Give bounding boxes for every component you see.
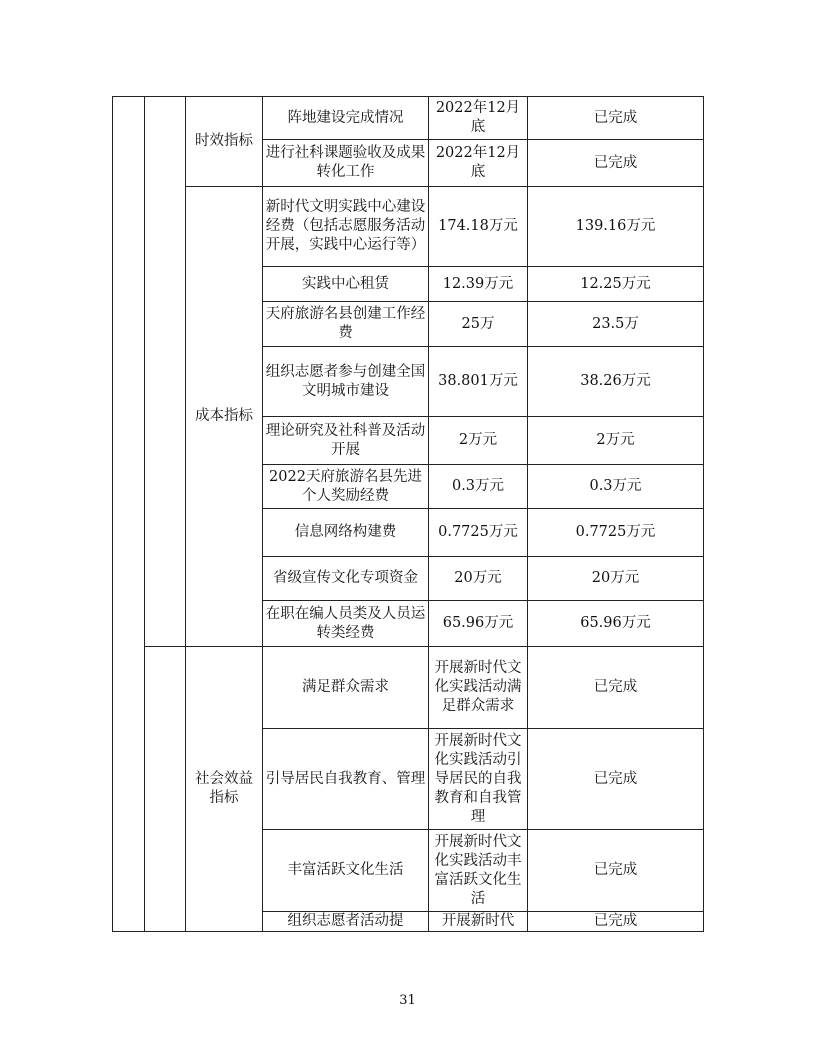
category-social-benefit: 社会效益指标 [186,647,263,932]
category-timeliness: 时效指标 [186,97,263,187]
indicator-cell: 引导居民自我教育、管理 [263,729,429,830]
indicator-cell: 组织志愿者活动提 [263,912,429,932]
indicator-cell: 理论研究及社科普及活动开展 [263,417,429,465]
indicator-cell: 2022天府旅游名县先进个人奖励经费 [263,465,429,509]
actual-value-cell: 已完成 [528,647,704,729]
target-value-cell: 开展新时代文化实践活动满足群众需求 [429,647,528,729]
actual-value-cell: 已完成 [528,97,704,140]
target-value-cell: 2022年12月底 [429,140,528,187]
actual-value-cell: 0.7725万元 [528,509,704,557]
indicator-cell: 组织志愿者参与创建全国文明城市建设 [263,347,429,417]
target-value-cell: 0.7725万元 [429,509,528,557]
indicator-cell: 天府旅游名县创建工作经费 [263,302,429,347]
target-value-cell: 65.96万元 [429,601,528,647]
target-value-cell: 174.18万元 [429,187,528,267]
actual-value-cell: 12.25万元 [528,267,704,302]
actual-value-cell: 38.26万元 [528,347,704,417]
indicator-cell: 实践中心租赁 [263,267,429,302]
table-row [113,647,704,729]
actual-value-cell: 已完成 [528,140,704,187]
target-value-cell: 38.801万元 [429,347,528,417]
page-number: 31 [399,993,416,1008]
indicator-cell: 新时代文明实践中心建设经费（包括志愿服务活动开展，实践中心运行等） [263,187,429,267]
level2-category-cell [145,647,186,932]
actual-value-cell: 23.5万 [528,302,704,347]
indicator-cell: 信息网络构建费 [263,509,429,557]
target-value-cell: 2万元 [429,417,528,465]
target-value-cell: 12.39万元 [429,267,528,302]
category-cost: 成本指标 [186,187,263,647]
actual-value-cell: 0.3万元 [528,465,704,509]
target-value-cell: 2022年12月底 [429,97,528,140]
actual-value-cell: 已完成 [528,729,704,830]
level1-category-cell [113,97,145,932]
actual-value-cell: 2万元 [528,417,704,465]
indicator-cell: 省级宣传文化专项资金 [263,557,429,601]
target-value-cell: 25万 [429,302,528,347]
indicator-cell: 满足群众需求 [263,647,429,729]
performance-table [112,96,704,932]
indicator-cell: 进行社科课题验收及成果转化工作 [263,140,429,187]
actual-value-cell: 139.16万元 [528,187,704,267]
target-value-cell: 20万元 [429,557,528,601]
target-value-cell: 开展新时代 [429,912,528,932]
indicator-cell: 丰富活跃文化生活 [263,830,429,912]
level2-category-cell [145,97,186,647]
table-row [113,187,704,267]
indicator-cell: 阵地建设完成情况 [263,97,429,140]
actual-value-cell: 20万元 [528,557,704,601]
target-value-cell: 开展新时代文化实践活动引导居民的自我教育和自我管理 [429,729,528,830]
target-value-cell: 开展新时代文化实践活动丰富活跃文化生活 [429,830,528,912]
indicator-cell: 在职在编人员类及人员运转类经费 [263,601,429,647]
actual-value-cell: 已完成 [528,912,704,932]
table-row [113,97,704,140]
target-value-cell: 0.3万元 [429,465,528,509]
actual-value-cell: 65.96万元 [528,601,704,647]
actual-value-cell: 已完成 [528,830,704,912]
